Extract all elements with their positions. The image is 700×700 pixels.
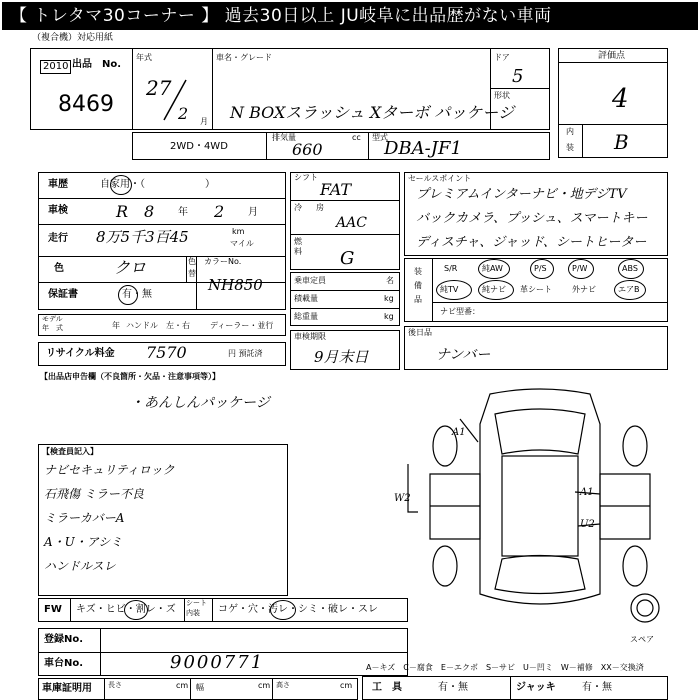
- colorno-value: NH850: [208, 276, 263, 294]
- aftermarket-label: 後日品: [408, 328, 432, 337]
- spare-label: スペア: [630, 635, 654, 644]
- fw-label: FW: [44, 604, 62, 615]
- equip-ext-navi: 外ナビ: [572, 285, 596, 294]
- shift-value: FAT: [320, 180, 352, 199]
- inspection-period-label: 車検期限: [294, 332, 326, 341]
- equipment-label-3: 品: [414, 295, 422, 304]
- wheel-rear-left: [433, 546, 457, 586]
- drive-label: 2WD・4WD: [170, 141, 228, 152]
- capacity-unit: 名: [386, 276, 394, 285]
- lot-number: 8469: [58, 92, 114, 117]
- inspector-note-1: ナビセキュリティロック: [44, 463, 175, 477]
- model-value: DBA-JF1: [384, 138, 462, 159]
- wheel-front-right: [623, 426, 647, 466]
- equip-navi-circle: [478, 280, 514, 300]
- model-label: 型式: [372, 133, 388, 142]
- equip-aw-circle: [478, 259, 510, 279]
- ac-label-1: 冷: [294, 203, 302, 212]
- interior-label-2: 装: [566, 143, 574, 152]
- load-label: 積載量: [294, 294, 318, 303]
- displacement-label: 排気量: [272, 133, 296, 142]
- warranty-label: 保証書: [48, 289, 78, 300]
- seat-label-1: シート: [186, 599, 207, 607]
- declaration-label: 【出品店申告欄（不良箇所・欠品・注意事項等）】: [40, 372, 220, 381]
- inspector-note-4: A・U・アシミ: [44, 535, 123, 549]
- model-year-unit: 年: [112, 321, 120, 330]
- recycle-unit: 円 預託済: [228, 349, 263, 358]
- sales-point-label: セールスポイント: [408, 174, 472, 183]
- shaken-month: 2: [214, 202, 225, 221]
- colorno-label: カラーNo.: [204, 257, 242, 266]
- name-value: N BOXスラッシュ Xターボ パッケージ: [230, 103, 514, 122]
- displacement-value: 660: [292, 140, 323, 159]
- equip-ps-circle: [530, 259, 554, 279]
- shape-label: 形状: [494, 91, 510, 100]
- cert-label: 車庫証明用: [42, 683, 92, 694]
- score-value: 4: [612, 84, 629, 114]
- jack-options: 有・無: [582, 682, 612, 693]
- capacity-label: 乗車定員: [294, 276, 326, 285]
- sales-point-3: ディスチャ、ジャッド、シートヒーター: [416, 235, 647, 250]
- spare-tire: [631, 594, 659, 622]
- declaration-value: ・あんしんパッケージ: [130, 395, 270, 411]
- cert-cm-2: cm: [258, 681, 271, 690]
- sheet-type: （複合機）対応用紙: [32, 33, 114, 43]
- chassis-label: 車台No.: [44, 658, 84, 669]
- equip-navi: 純ナビ: [482, 285, 506, 294]
- model-year-label-2: 年 式: [42, 324, 63, 332]
- diagram-mark-4: W2: [394, 493, 411, 504]
- inspector-label: 【検査員記入】: [42, 447, 98, 456]
- shaken-year-unit: 年: [178, 207, 188, 218]
- recycle-label: リサイクル料金: [46, 348, 115, 359]
- registration-label: 登録No.: [44, 634, 84, 645]
- fuel-label-1: 燃: [294, 237, 302, 246]
- shaken-month-unit: 月: [248, 207, 258, 218]
- tools-options: 有・無: [438, 682, 468, 693]
- lot-shuppin-label: 出品: [72, 59, 92, 70]
- shaken-era: R: [116, 202, 129, 221]
- shift-label: シフト: [294, 173, 318, 182]
- door-value: 5: [512, 66, 524, 87]
- handle-text: ハンドル 左・右: [126, 321, 190, 330]
- dealer-text: ディーラー・並行: [210, 321, 274, 330]
- banner: 【 トレタマ30コーナー 】 過去30日以上 JU岐阜に出品歴がない車両: [2, 2, 698, 30]
- tools-label: 工 具: [372, 682, 402, 693]
- cert-cm-1: cm: [176, 681, 189, 690]
- fuel-label-2: 料: [294, 247, 302, 256]
- seat-label-2: 内装: [186, 609, 200, 617]
- cert-cm-3: cm: [340, 681, 353, 690]
- equip-aw: 純AW: [482, 264, 503, 273]
- history-label: 車歴: [48, 179, 68, 190]
- warranty-options: 有・無: [122, 289, 152, 300]
- equipment-label-1: 装: [414, 267, 422, 276]
- diagram-mark-1: A1: [452, 427, 466, 438]
- shaken-year: 8: [144, 202, 155, 221]
- chassis-value: 9000771: [170, 652, 265, 673]
- diagram-mark-2: A1: [580, 487, 594, 498]
- diagram-mark-3: U2: [580, 519, 595, 530]
- equip-pw: P/W: [572, 264, 588, 273]
- car-rear-window: [495, 556, 585, 594]
- cert-width: 幅: [196, 683, 204, 692]
- equip-leather: 革シート: [520, 285, 552, 294]
- equip-abs: ABS: [622, 264, 638, 273]
- ac-value: AAC: [336, 215, 367, 231]
- load-unit: kg: [384, 294, 394, 303]
- year-month: 2: [178, 104, 189, 123]
- total-weight-unit: kg: [384, 312, 394, 321]
- score-label: 評価点: [598, 51, 626, 61]
- seat-text: コゲ・穴・汚レ・シミ・破レ・スレ: [218, 604, 378, 615]
- year-label: 年式: [136, 53, 152, 62]
- navi-model-label: ナビ型番：: [440, 307, 480, 316]
- door-label: ドア: [494, 53, 510, 62]
- seat-circle: [270, 600, 296, 620]
- inspector-note-2: 石飛傷 ミラー不良: [44, 487, 144, 501]
- fw-text: キズ・ヒビ・割レ・ズ: [76, 604, 176, 615]
- lot-year-code: 2010: [40, 60, 71, 74]
- year-era: 27: [146, 76, 172, 100]
- equipment-label-2: 備: [414, 281, 422, 290]
- cert-height: 高さ: [276, 681, 290, 689]
- history-circle: [110, 175, 132, 195]
- inspector-note-3: ミラーカバーA: [44, 511, 125, 525]
- inspection-period-value: 9月末日: [314, 348, 369, 366]
- car-roof: [502, 456, 578, 556]
- mileage-unit-mile: マイル: [230, 239, 254, 248]
- cert-length: 長さ: [108, 681, 122, 689]
- mark-line-left: [408, 464, 418, 512]
- mileage-value: 8万5千3百45: [96, 228, 189, 246]
- fuel-value: G: [340, 248, 355, 269]
- color-change-1: 色: [188, 257, 196, 266]
- tools-row: [362, 676, 668, 700]
- equip-sr: S/R: [444, 264, 458, 273]
- color-change-2: 替: [188, 269, 196, 278]
- equip-tv-circle: [436, 280, 472, 300]
- sales-point-1: プレミアムインターナビ・地デジTV: [416, 187, 627, 202]
- interior-value: B: [614, 130, 629, 154]
- color-value: クロ: [114, 258, 147, 277]
- interior-label-1: 内: [566, 127, 574, 136]
- equip-ps: P/S: [534, 264, 547, 273]
- sales-point-2: バックカメラ、プッシュ、スマートキー: [416, 211, 648, 226]
- mileage-unit-km: km: [232, 227, 245, 236]
- ac-label-2: 房: [316, 203, 324, 212]
- shaken-label: 車検: [48, 205, 68, 216]
- equip-pw-circle: [568, 259, 594, 279]
- equip-tv: 純TV: [440, 285, 459, 294]
- equip-airbag: エアB: [618, 285, 640, 294]
- lot-no-label: No.: [102, 59, 122, 70]
- warranty-circle: [118, 285, 138, 305]
- color-label: 色: [54, 263, 64, 274]
- equip-airbag-circle: [614, 280, 646, 300]
- year-month-unit: 月: [200, 117, 208, 126]
- equip-abs-circle: [618, 259, 644, 279]
- car-diagram: [400, 384, 680, 644]
- legend: A－キズ C－腐食 E－エクボ S－サビ U－凹ミ W－補修 XX－交換済: [366, 663, 644, 672]
- mileage-label: 走行: [48, 233, 68, 244]
- displacement-unit: cc: [352, 133, 361, 142]
- fw-circle: [124, 600, 148, 620]
- aftermarket-value: ナンバー: [436, 347, 491, 363]
- history-value: 自家用・（ ）: [100, 179, 215, 190]
- model-year-label-1: モデル: [42, 315, 63, 323]
- car-windshield: [495, 409, 585, 454]
- wheel-rear-right: [623, 546, 647, 586]
- jack-label: ジャッキ: [516, 682, 556, 693]
- total-weight-label: 総重量: [294, 312, 318, 321]
- name-label: 車名・グレード: [216, 53, 272, 62]
- recycle-value: 7570: [146, 343, 187, 362]
- inspector-note-5: ハンドルスレ: [44, 559, 116, 573]
